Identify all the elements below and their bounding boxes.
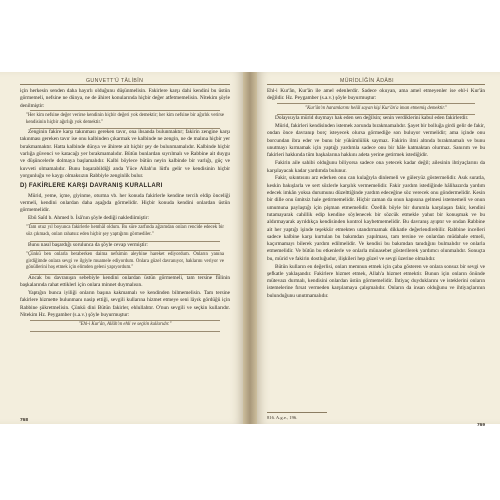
quote-divider bbox=[30, 320, 220, 321]
footnote: 816. A.g.e., 196. bbox=[267, 415, 298, 420]
paragraph: Ancak bu davranışın sebebiyle kendini onlardan üstün görmemeli, tam tersine fiilinin başkalarında rahat ettiklerl için onlara minnet duymalısın. bbox=[20, 274, 230, 289]
paragraph: Yaptığın bunca iyiliği onların başına kakmamalı ve kendinden bilmemelisin. Tam tersine fakirlere hizmette bulunmanı nasip ettiği, sevgili kullarına hizmet etmeye seni lâyık gördüğü için Rabbine şükretmelisin. Çünkü dini Bütün fakirler, ehlullahtır. O'nun sevgili ve seçkin kullarıdır. Nitekim Hz. Peygamber (s.a.v.) şöyle buyurmuştur: bbox=[20, 289, 230, 318]
quote-divider bbox=[30, 331, 220, 332]
paragraph: Ebû Saîd b. Ahmed b. İsâ'nın şöyle dediği naklediimiştir: bbox=[28, 215, 150, 222]
left-running-header: GUNVETT'Ü TÂLİBÎN bbox=[86, 78, 144, 84]
paragraph: Dolayısıyla mürid duymayı hak eden sen değilsin; senin verdiklerini kabul eden fakirlerdir. bbox=[275, 115, 469, 122]
right-page bbox=[257, 72, 500, 428]
paragraph: Fakir, sıkıntısını arz ederken onu can kulağıyla dinlemeli ve güleryüz göstermelidir. Asık suratla, keskin bakışlarla ve sert sözlerle karşılık vermemelidir. Fakir yardım istediğinde hâlihazırda yardım edecek imkân yoksa durumunu düzelttiğinde yardım edeceğine söz verecek onu göndermelidir. Kesin bir dille onu ümitsiz hale getirmemelidir. Hiçbir zaman da onun kapısına gelmesi istememeli ve onun umumuna paylaştığı için pişman etmemelidir. Özellik böyle bir durumla karşılaşan fakir, kendini tutamayarak cahillik edip kendine söylenecek bir sözcük etmekle yahut bir konuşmak ve bu aldırmayarak ayrıldıkça kendisinden kontrol kaybetmemelidir. Bu davranış ayıptır ve ondan Rabbine ait her yaptığı işinde teşekkür etmekten utandırmamak dikkatle değerlendirebilir. Rabbine incelleri sadece kalbine karşı kurtulan bu bakımdan yapılması, tam tersine ve onlardan müdahale etmeli, kaçırmamayı bilerek yardım edilmelidir. Ve kendisi bu bakımdan tanıdığını bulmalıdır ve onlarla etmemelidir. Ve bütün bu etkenlerle ve onlarla münasebet gösterilerek yardımcı olunmalıdır. Sonuçta bu, mürid ve fakirin dostluğudur, ilişkileri hep güzel ve sevgi üzerine olmalıdır. bbox=[267, 175, 485, 262]
left-header-rule bbox=[20, 84, 230, 85]
paragraph: Bunu nasıl başardığı sorulunca da şöyle cevap vermiştir: bbox=[28, 241, 148, 248]
paragraph: Ehl-i Kur'ân, Kur'ân ile amel edenlerdir. Sadece okuyan, ama amel etmeyenler ise ehl-i Kur'ân değildir. Hz. Peygamber (s.a.v.) şöyle buyurmuştur: bbox=[267, 88, 485, 102]
book-gutter bbox=[243, 72, 257, 424]
paragraph: Fakirin aile sahibi olduğunu biliyorsa sadece ona yetecek kadar değil; ailesinin ihtiyaçlarını da karşılayacak kadar yardımda bulunur. bbox=[267, 160, 485, 174]
left-page bbox=[0, 72, 243, 424]
quote: "Ehl-i Kur'ân, Allâh'ın ehli ve seçkin kullarıdır." bbox=[78, 322, 172, 328]
right-header-rule bbox=[267, 84, 485, 85]
paragraph: için herkesin senden daha hayırlı olduğunu düşünmelisin. Fakirlere karşı dahi kendini bu üstün görmemeli, nefsine ne dünya, ne de âhiret konularında hiçbir değer atfetmemelisin. Nitekim şöyle denilmiştir: bbox=[20, 88, 230, 109]
paragraph: Bütün kulların en değerlisi, onları memnun etmek için çaba gösteren ve onlara sonsuz bir sevgi ve şefkatle yaklaşandır. Fakirlere hizmet etmek, Allah'a hizmet etmektir. Bunun için onların önünde mütevazı durmalı, kendisini onlardan üstün görmemelidir. İhtiyaç duyduklarını ve isteklerini onların istemelerine fırsat vermeden karşılamaya çalışmalıdır. Onların da insan olduğunu ve ihtiyaçlarının bulunduğunu unutmamalıdır. bbox=[267, 263, 485, 299]
quote: "Çünkü ben onlarla beraberken daima nefsimin aleyhine hareket ediyordum. Onların yanına girdiğimde onlara sevgi ve ilgiyle muamele ediyordum. Onlara güzel davranıyor, haklarını veriyor ve gönüllerini hoş etmek için elimden geleni yapıyordum." bbox=[26, 252, 224, 271]
right-running-header: MÜRİDLİĞİN ÂDÂBI bbox=[340, 78, 394, 84]
right-page-number: 769 bbox=[476, 423, 485, 428]
left-page-content bbox=[20, 88, 230, 332]
quote: "Tam otuz yıl boyunca fakirlerle hemhâl oldum. Bu süre zarfında ağzımdan onları rencide edecek bir söz çıkmadı, onları rahatsız eden hiçbir şey yaptığımı görmediler." bbox=[26, 225, 224, 238]
quote: "Kur'ân'ın haramlarını helâl sayan kişi Kur'ân'a iman etmemiş demektir." bbox=[305, 105, 447, 111]
paragraph: Zenginin fakire karşı takınması gereken tavır, ona ihsanda bulunmaktır; fakirin zengine karşı takınması gereken tavır ise onu kalbinden çıkarmak ve kalbinde ne zengin, ne de malına hiçbir yer bırakmamaktır. Hatta kalbinde dünya ve âhirete ait hiçbir şey de bulunmamalıdır. Kalbinde hiçbir varlığa güvenci ve katacağı yer bırakmamalıdır. Bütün bunlardan sıyrılmalı ve Rabbine ait duygu ve düşüncelerle dolmaya başlamalıdır. Kalbi böylece bütün neyin kalbinde bir varlığı, güç ve kuvveti olmamalıdır. Bunu başarabildiği anda Yüce Allah'ın lütfu gelir ve kendisinin hiçbir yorgunluğu ve kaygı olmaksızın Rabbiyle zenginlik bulur. bbox=[20, 129, 230, 179]
left-page-number: 768 bbox=[20, 418, 29, 423]
quote-divider bbox=[277, 103, 475, 104]
quote: "Her kim nefsine değer verirse kendinin hiçbir değeri yok demektir; her kim nefsine bir ağırlık verirse kendisinin hiçbir ağırlığı yok demektir." bbox=[26, 112, 224, 125]
paragraph: Mürid, fakirleri kendisinden istemek zorunda bırakmamalıdır. Şayet bir bolluğa girdi gelir de fakir, ondan önce davranıp borç isteyecek olursa görmediğe son buluyor vermelidir; ama içinde onu borcundan ibra eder ve bunu bir yükümlülük saymaz. Fakirin ilmi altında bırakmamalı ve bunu unutmayı kırmamak için yaptığı yardımla sadece onu bir hâle katmaktan olurmaz. Sanırım ve bu fakirleri hakkında tüm başkalarına hakkını adeta yerine getirmek istediğidir. bbox=[267, 123, 485, 159]
section-title: D) FAKİRLERE KARŞI DAVRANIŞ KURALLARI bbox=[20, 183, 163, 190]
right-page-content bbox=[267, 88, 485, 301]
footnote-rule bbox=[267, 412, 327, 413]
quote-divider bbox=[30, 250, 220, 251]
paragraph: Mürid, yeme, içme, giyinme, oturma vb. her konuda fakirlerle kendine tercih eldip önceliği vermeli, kendini onlardan daha aşağıda görmelidir. Hiçbir konuda kendini onlardan üstün görmemelidir. bbox=[20, 192, 230, 214]
quote-divider bbox=[30, 223, 220, 224]
quote-divider bbox=[30, 110, 220, 111]
